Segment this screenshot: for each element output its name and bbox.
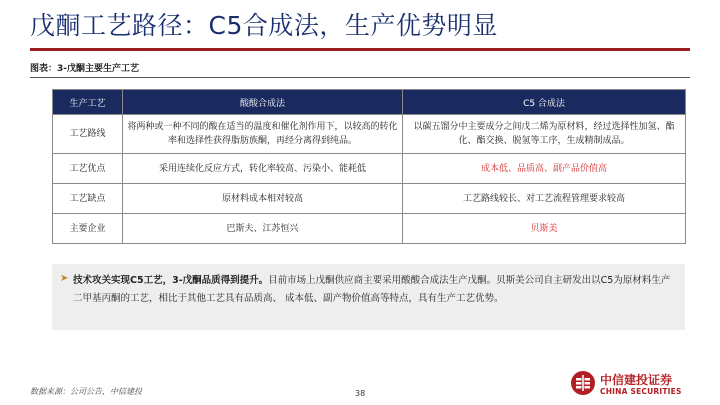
table-cell: 采用连续化反应方式，转化率较高、污染小、能耗低 [123, 154, 403, 184]
header-c5-synthesis: C5 合成法 [403, 90, 686, 115]
china-securities-logo-icon [570, 370, 596, 396]
table-cell: 原材料成本相对较高 [123, 184, 403, 214]
table-cell-highlight: 贝斯美 [403, 214, 686, 244]
table-row [53, 115, 686, 154]
row-label: 工艺缺点 [53, 184, 123, 214]
company-logo [570, 370, 700, 398]
data-source: 数据来源：公司公告，中信建投 [30, 387, 142, 396]
table-row [53, 184, 686, 214]
table-row [53, 154, 686, 184]
triangle-bullet-icon: ➤ [60, 273, 69, 284]
row-label: 工艺优点 [53, 154, 123, 184]
caption-divider [30, 77, 690, 78]
table-row [53, 214, 686, 244]
key-takeaway-box [52, 264, 685, 330]
table-cell: 以碳五馏分中主要成分之间戊二烯为原材料，经过选择性加氢、酯化、酯交换、脱氢等工序，生成精制成品。 [403, 115, 686, 154]
header-acid-synthesis: 酸酸合成法 [123, 90, 403, 115]
row-label: 主要企业 [53, 214, 123, 244]
logo-text-cn: 中信建投证券 [600, 373, 673, 387]
table-cell-highlight: 成本低、品质高、副产品价值高 [403, 154, 686, 184]
header-process: 生产工艺 [53, 90, 123, 115]
page-number: 38 [355, 389, 366, 398]
logo-text-en: CHINA SECURITIES [600, 387, 682, 396]
table-header-row [53, 90, 686, 115]
key-takeaway-body: 目前市场上戊酮供应商主要采用酸酸合成法生产戊酮。贝斯美公司自主研发出以C5为原材料生产二甲基丙酮的工艺，相比于其他工艺具有品质高、 成本低、副产物价值高等特点，具有生产工艺优势。 [73, 275, 671, 304]
title-divider [30, 48, 690, 51]
process-comparison-table [52, 89, 686, 244]
row-label: 工艺路线 [53, 115, 123, 154]
key-takeaway-bold: 技术攻关实现C5工艺，3-戊酮品质得到提升。 [73, 275, 269, 286]
table-cell: 工艺路线较长、对工艺流程管理要求较高 [403, 184, 686, 214]
table-cell: 将两种或一种不同的酸在适当的温度和催化剂作用下，以较高的转化率和选择性获得脂肪族酮，再经分离得到纯品。 [123, 115, 403, 154]
table-cell: 巴斯夫、江苏恒兴 [123, 214, 403, 244]
key-takeaway-text [73, 272, 671, 308]
figure-caption: 图表：3-戊酮主要生产工艺 [30, 64, 139, 74]
page-title: 戊酮工艺路径：C5合成法，生产优势明显 [30, 11, 498, 40]
